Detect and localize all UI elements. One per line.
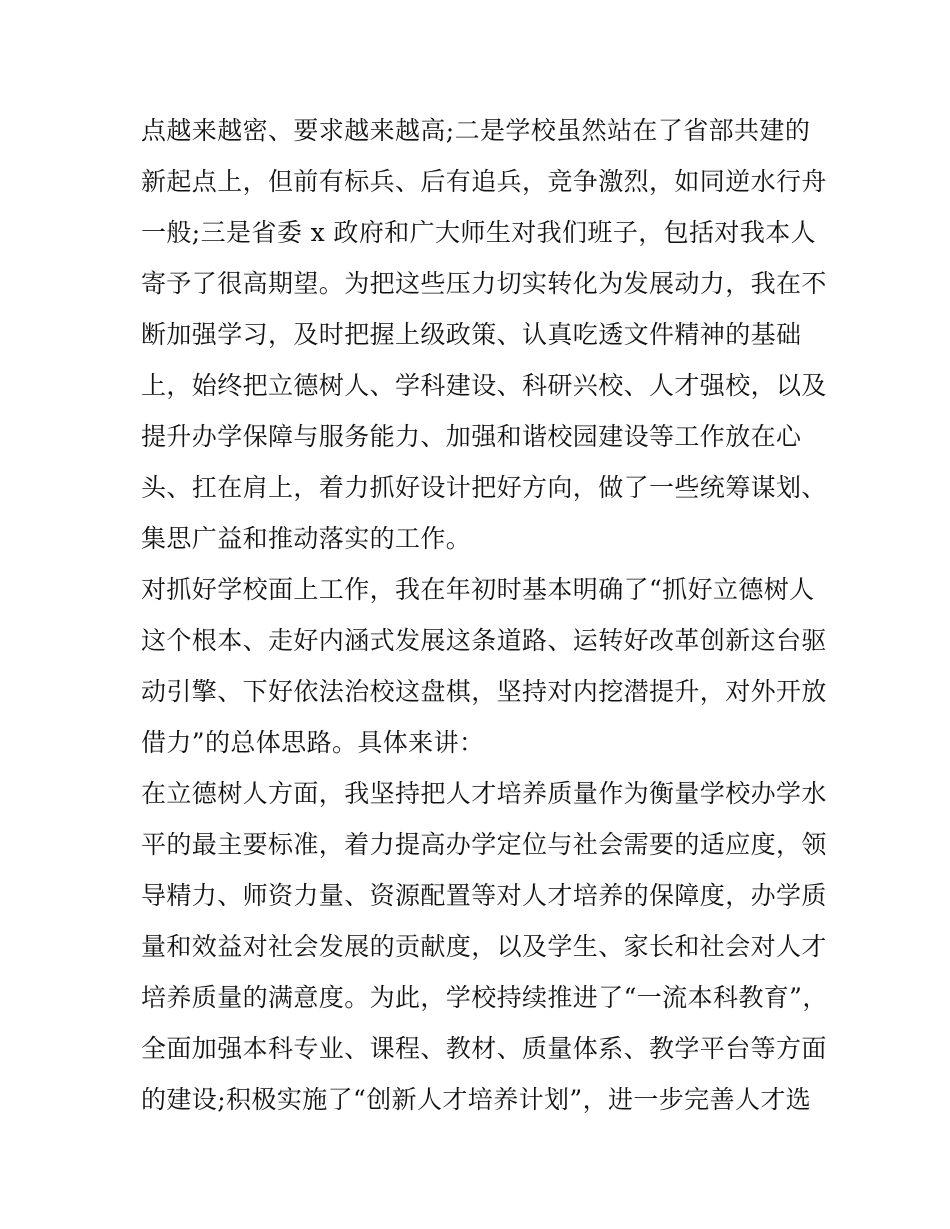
text-line: 全面加强本科专业、课程、教材、质量体系、教学平台等方面 <box>141 1034 827 1063</box>
text-line: 新起点上，但前有标兵、后有追兵，竞争激烈，如同逆水行舟 <box>141 167 827 196</box>
text-line: 培养质量的满意度。为此，学校持续推进了“一流本科教育”， <box>141 983 828 1012</box>
body-text <box>141 105 828 1125</box>
text-line: 导精力、师资力量、资源配置等对人才培养的保障度，办学质 <box>141 881 827 910</box>
text-line: 在立德树人方面，我坚持把人才培养质量作为衡量学校办学水 <box>141 779 827 808</box>
text-line: 量和效益对社会发展的贡献度，以及学生、家长和社会对人才 <box>141 932 827 961</box>
text-line: 头、扛在肩上，着力抓好设计把好方向，做了一些统筹谋划、 <box>141 473 827 502</box>
text-line: 的建设;积极实施了“创新人才培养计划”，进一步完善人才选 <box>141 1085 812 1114</box>
text-line: 上，始终把立德树人、学科建设、科研兴校、人才强校，以及 <box>141 371 827 400</box>
text-line: 集思广益和推动落实的工作。 <box>141 524 472 553</box>
text-line: 点越来越密、要求越来越高;二是学校虽然站在了省部共建的 <box>141 116 811 145</box>
text-line: 提升办学保障与服务能力、加强和谐校园建设等工作放在心 <box>141 422 802 451</box>
text-line: 动引擎、下好依法治校这盘棋，坚持对内挖潜提升，对外开放 <box>141 677 827 706</box>
text-line: 这个根本、走好内涵式发展这条道路、运转好改革创新这台驱 <box>141 626 827 655</box>
text-line: 断加强学习，及时把握上级政策、认真吃透文件精神的基础 <box>141 320 802 349</box>
text-line: 对抓好学校面上工作，我在年初时基本明确了“抓好立德树人 <box>141 575 815 604</box>
text-line: 平的最主要标准，着力提高办学定位与社会需要的适应度，领 <box>141 830 827 859</box>
text-line: 寄予了很高期望。为把这些压力切实转化为发展动力，我在不 <box>141 269 827 298</box>
text-line: 借力”的总体思路。具体来讲： <box>141 728 485 757</box>
text-line: 一般;三是省委 x 政府和广大师生对我们班子，包括对我本人 <box>141 218 817 247</box>
